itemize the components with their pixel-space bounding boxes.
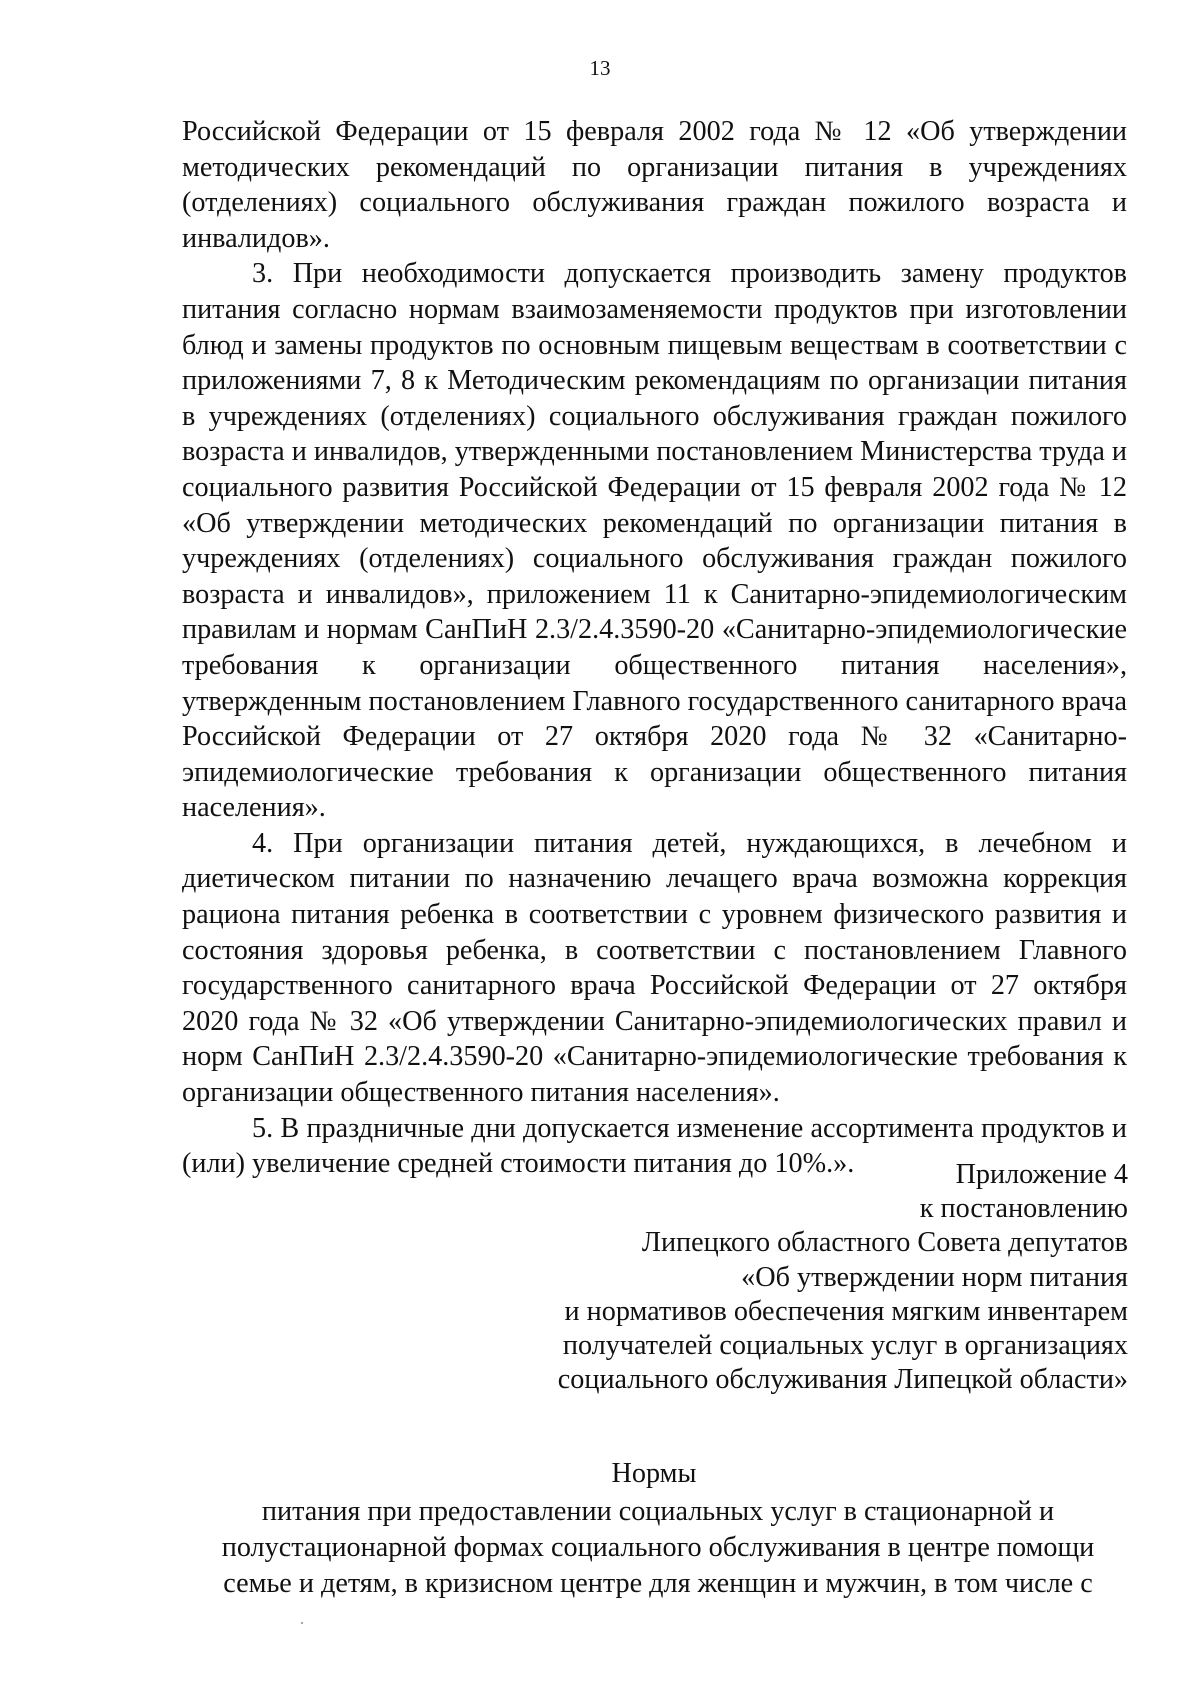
appendix-header xyxy=(428,1158,1128,1397)
appendix-line: «Об утверждении норм питания xyxy=(741,1261,1128,1293)
appendix-line: Липецкого областного Совета депутатов xyxy=(641,1227,1128,1259)
norms-subtitle xyxy=(190,1494,1126,1601)
paragraph-item-3: 3. При необходимости допускается производить замену продуктов питания согласно нормам взаимозаменяемости продуктов при изготовлении блюд и замены продуктов по основным пищевым веществам в соответствии с приложениями 7, 8 к Методическим рекомендациям по организации питания в учреждениях (отделениях) социального обслуживания граждан пожилого возраста и инвалидов, утвержденными постановлением Министерства труда и социального развития Российской Федерации от 15 февраля 2002 года № 12 «Об утверждении методических рекомендаций по организации питания в учреждениях (отделениях) социального обслуживания граждан пожилого возраста и инвалидов», приложением 11 к Санитарно-эпидемиологическим правилам и нормам СанПиН 2.3/2.4.3590-20 «Санитарно-эпидемиологические требования к организации общественного питания населения», утвержденным постановлением Главного государственного санитарного врача Российской Федерации от 27 октября 2020 года № 32 «Санитарно-эпидемиологические требования к организации общественного питания населения». xyxy=(182,258,1127,824)
appendix-line: к постановлению xyxy=(919,1193,1128,1225)
appendix-line: Приложение 4 xyxy=(955,1159,1128,1190)
norms-subtitle-line: питания при предоставлении социальных услуг в стационарной и xyxy=(261,1496,1055,1527)
norms-title: Нормы xyxy=(611,1458,697,1489)
scan-speck xyxy=(301,1622,303,1624)
paragraph-item-5: 5. В праздничные дни допускается изменение ассортимента продуктов и (или) увеличение средней стоимости питания до 10%.». xyxy=(182,1112,1127,1180)
norms-subtitle-line: полустационарной формах социального обслуживания в центре помощи xyxy=(221,1531,1095,1563)
paragraph-continuation: Российской Федерации от 15 февраля 2002 года № 12 «Об утверждении методических рекомендаций по организации питания в учреждениях (отделениях) социального обслуживания граждан пожилого возраста и инвалидов». xyxy=(182,116,1127,254)
appendix-line: получателей социальных услуг в организациях xyxy=(562,1330,1128,1362)
appendix-line: социального обслуживания Липецкой области» xyxy=(557,1364,1128,1396)
document-body xyxy=(182,114,1127,1182)
paragraph-item-4: 4. При организации питания детей, нуждающихся, в лечебном и диетическом питании по назначению лечащего врача возможна коррекция рациона питания ребенка в соответствии с уровнем физического развития и состояния здоровья ребенка, в соответствии с постановлением Главного государственного санитарного врача Российской Федерации от 27 октября 2020 года № 32 «Об утверждении Санитарно-эпидемиологических правил и норм СанПиН 2.3/2.4.3590-20 «Санитарно-эпидемиологические требования к организации общественного питания населения». xyxy=(182,827,1127,1109)
norms-subtitle-line: семье и детям, в кризисном центре для женщин и мужчин, в том числе с xyxy=(223,1567,1093,1599)
appendix-line: и нормативов обеспечения мягким инвентарем xyxy=(564,1295,1128,1327)
page-number: 13 xyxy=(589,56,611,80)
